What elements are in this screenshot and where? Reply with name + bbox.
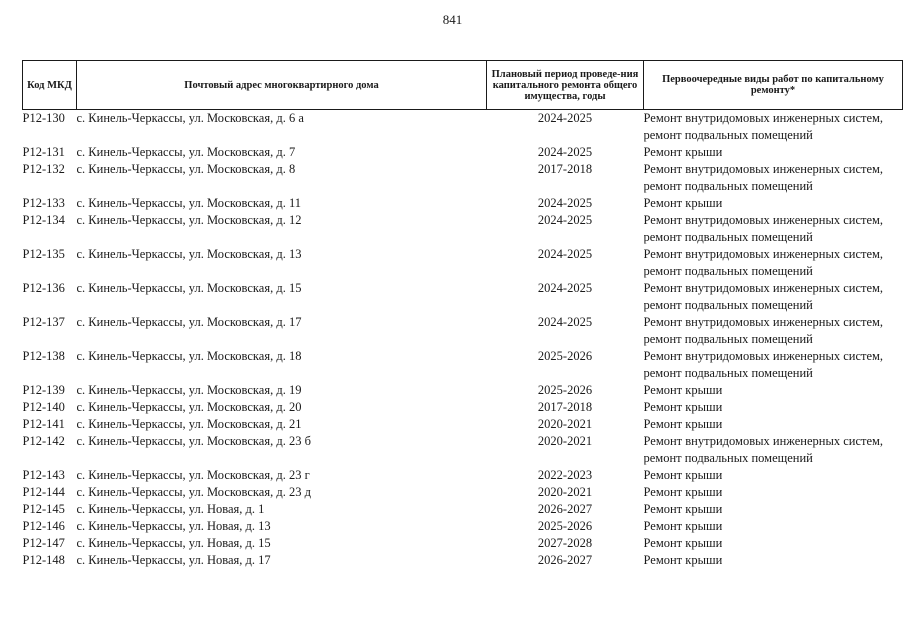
address-cell: с. Кинель-Черкассы, ул. Новая, д. 15 <box>76 536 271 550</box>
mkd-code-cell: P12-142 <box>22 434 65 448</box>
works-line: Ремонт внутридомовых инженерных систем, <box>643 434 884 448</box>
address-cell: с. Кинель-Черкассы, ул. Московская, д. 19 <box>76 383 302 397</box>
mkd-code-cell: P12-137 <box>22 315 65 329</box>
period-cell: 2022-2023 <box>537 468 593 482</box>
works-line: Ремонт внутридомовых инженерных систем, <box>643 349 884 363</box>
works-cell <box>644 382 903 399</box>
header-works: Первоочередные виды работ по капитальному ремонту* <box>644 61 903 110</box>
period-cell: 2024-2025 <box>537 111 593 125</box>
mkd-code-cell: P12-131 <box>22 145 65 159</box>
table-body <box>23 110 903 570</box>
mkd-code-cell: P12-144 <box>22 485 65 499</box>
table-row <box>23 110 903 145</box>
works-line: ремонт подвальных помещений <box>643 332 813 346</box>
works-cell <box>644 433 903 467</box>
table-row <box>23 535 903 552</box>
address-cell: с. Кинель-Черкассы, ул. Московская, д. 21 <box>76 417 302 431</box>
works-line: Ремонт крыши <box>643 468 723 482</box>
works-line: ремонт подвальных помещений <box>643 298 813 312</box>
works-cell <box>644 110 903 145</box>
address-cell: с. Кинель-Черкассы, ул. Московская, д. 17 <box>76 315 302 329</box>
works-cell <box>644 552 903 569</box>
mkd-code-cell: P12-146 <box>22 519 65 533</box>
works-line: Ремонт крыши <box>643 485 723 499</box>
works-line: ремонт подвальных помещений <box>643 179 813 193</box>
works-line: Ремонт крыши <box>643 519 723 533</box>
works-line: Ремонт крыши <box>643 417 723 431</box>
address-cell: с. Кинель-Черкассы, ул. Московская, д. 23 г <box>76 468 310 482</box>
table-row <box>23 433 903 467</box>
address-cell: с. Кинель-Черкассы, ул. Московская, д. 11 <box>76 196 302 210</box>
table-row <box>23 399 903 416</box>
header-address: Почтовый адрес многоквартирного дома <box>77 61 487 110</box>
works-line: Ремонт крыши <box>643 502 723 516</box>
table-row <box>23 195 903 212</box>
period-cell: 2017-2018 <box>537 162 593 176</box>
works-line: Ремонт крыши <box>643 196 723 210</box>
period-cell: 2026-2027 <box>537 553 593 567</box>
table-row <box>23 348 903 382</box>
works-line: Ремонт крыши <box>643 383 723 397</box>
address-cell: с. Кинель-Черкассы, ул. Новая, д. 13 <box>76 519 271 533</box>
period-cell: 2025-2026 <box>537 383 593 397</box>
table-row <box>23 501 903 518</box>
works-line: Ремонт крыши <box>643 553 723 567</box>
works-cell <box>644 535 903 552</box>
works-line: Ремонт внутридомовых инженерных систем, <box>643 111 884 125</box>
table-row <box>23 212 903 246</box>
works-line: Ремонт внутридомовых инженерных систем, <box>643 213 884 227</box>
works-line: Ремонт крыши <box>643 536 723 550</box>
period-cell: 2025-2026 <box>537 519 593 533</box>
works-cell <box>644 280 903 314</box>
works-line: ремонт подвальных помещений <box>643 230 813 244</box>
period-cell: 2017-2018 <box>537 400 593 414</box>
mkd-code-cell: P12-138 <box>22 349 65 363</box>
mkd-code-cell: P12-133 <box>22 196 65 210</box>
works-cell <box>644 246 903 280</box>
works-line: Ремонт внутридомовых инженерных систем, <box>643 162 884 176</box>
page-number: 841 <box>442 12 463 27</box>
works-line: Ремонт внутридомовых инженерных систем, <box>643 315 884 329</box>
repair-program-table <box>22 60 903 569</box>
works-line: ремонт подвальных помещений <box>643 366 813 380</box>
table-row <box>23 484 903 501</box>
period-cell: 2024-2025 <box>537 315 593 329</box>
works-line: Ремонт внутридомовых инженерных систем, <box>643 281 884 295</box>
address-cell: с. Кинель-Черкассы, ул. Новая, д. 1 <box>76 502 265 516</box>
works-cell <box>644 501 903 518</box>
address-cell: с. Кинель-Черкассы, ул. Московская, д. 13 <box>76 247 302 261</box>
mkd-code-cell: P12-148 <box>22 553 65 567</box>
period-cell: 2027-2028 <box>537 536 593 550</box>
works-cell <box>644 484 903 501</box>
works-cell <box>644 416 903 433</box>
mkd-code-cell: P12-135 <box>22 247 65 261</box>
period-cell: 2020-2021 <box>537 434 593 448</box>
header-code: Код МКД <box>23 61 77 110</box>
works-line: ремонт подвальных помещений <box>643 264 813 278</box>
works-line: ремонт подвальных помещений <box>643 451 813 465</box>
period-cell: 2024-2025 <box>537 196 593 210</box>
mkd-code-cell: P12-140 <box>22 400 65 414</box>
table-row <box>23 144 903 161</box>
address-cell: с. Кинель-Черкассы, ул. Московская, д. 20 <box>76 400 302 414</box>
works-cell <box>644 467 903 484</box>
period-cell: 2024-2025 <box>537 145 593 159</box>
table-row <box>23 246 903 280</box>
works-cell <box>644 144 903 161</box>
works-cell <box>644 399 903 416</box>
address-cell: с. Кинель-Черкассы, ул. Московская, д. 15 <box>76 281 302 295</box>
table-row <box>23 382 903 399</box>
mkd-code-cell: P12-139 <box>22 383 65 397</box>
mkd-code-cell: P12-130 <box>22 111 65 125</box>
mkd-code-cell: P12-143 <box>22 468 65 482</box>
period-cell: 2024-2025 <box>537 213 593 227</box>
period-cell: 2020-2021 <box>537 485 593 499</box>
mkd-code-cell: P12-132 <box>22 162 65 176</box>
mkd-code-cell: P12-147 <box>22 536 65 550</box>
period-cell: 2020-2021 <box>537 417 593 431</box>
table-row <box>23 416 903 433</box>
table-row <box>23 552 903 569</box>
works-line: Ремонт внутридомовых инженерных систем, <box>643 247 884 261</box>
period-cell: 2025-2026 <box>537 349 593 363</box>
mkd-code-cell: P12-145 <box>22 502 65 516</box>
works-cell <box>644 161 903 195</box>
address-cell: с. Кинель-Черкассы, ул. Московская, д. 6 а <box>76 111 304 125</box>
address-cell: с. Кинель-Черкассы, ул. Московская, д. 8 <box>76 162 296 176</box>
address-cell: с. Кинель-Черкассы, ул. Московская, д. 18 <box>76 349 302 363</box>
works-cell <box>644 314 903 348</box>
works-line: Ремонт крыши <box>643 400 723 414</box>
works-cell <box>644 212 903 246</box>
table-header-row <box>23 61 903 110</box>
table-row <box>23 314 903 348</box>
works-line: Ремонт крыши <box>643 145 723 159</box>
table-row <box>23 467 903 484</box>
address-cell: с. Кинель-Черкассы, ул. Московская, д. 12 <box>76 213 302 227</box>
table-row <box>23 518 903 535</box>
table-row <box>23 280 903 314</box>
address-cell: с. Кинель-Черкассы, ул. Московская, д. 7 <box>76 145 296 159</box>
works-cell <box>644 195 903 212</box>
address-cell: с. Кинель-Черкассы, ул. Новая, д. 17 <box>76 553 271 567</box>
table-row <box>23 161 903 195</box>
mkd-code-cell: P12-141 <box>22 417 65 431</box>
period-cell: 2026-2027 <box>537 502 593 516</box>
works-cell <box>644 518 903 535</box>
works-cell <box>644 348 903 382</box>
period-cell: 2024-2025 <box>537 247 593 261</box>
header-period: Плановый период проведе-ния капитального ремонта общего имущества, годы <box>487 61 644 110</box>
works-line: ремонт подвальных помещений <box>643 128 813 142</box>
address-cell: с. Кинель-Черкассы, ул. Московская, д. 23 д <box>76 485 311 499</box>
period-cell: 2024-2025 <box>537 281 593 295</box>
mkd-code-cell: P12-134 <box>22 213 65 227</box>
address-cell: с. Кинель-Черкассы, ул. Московская, д. 23 б <box>76 434 311 448</box>
mkd-code-cell: P12-136 <box>22 281 65 295</box>
